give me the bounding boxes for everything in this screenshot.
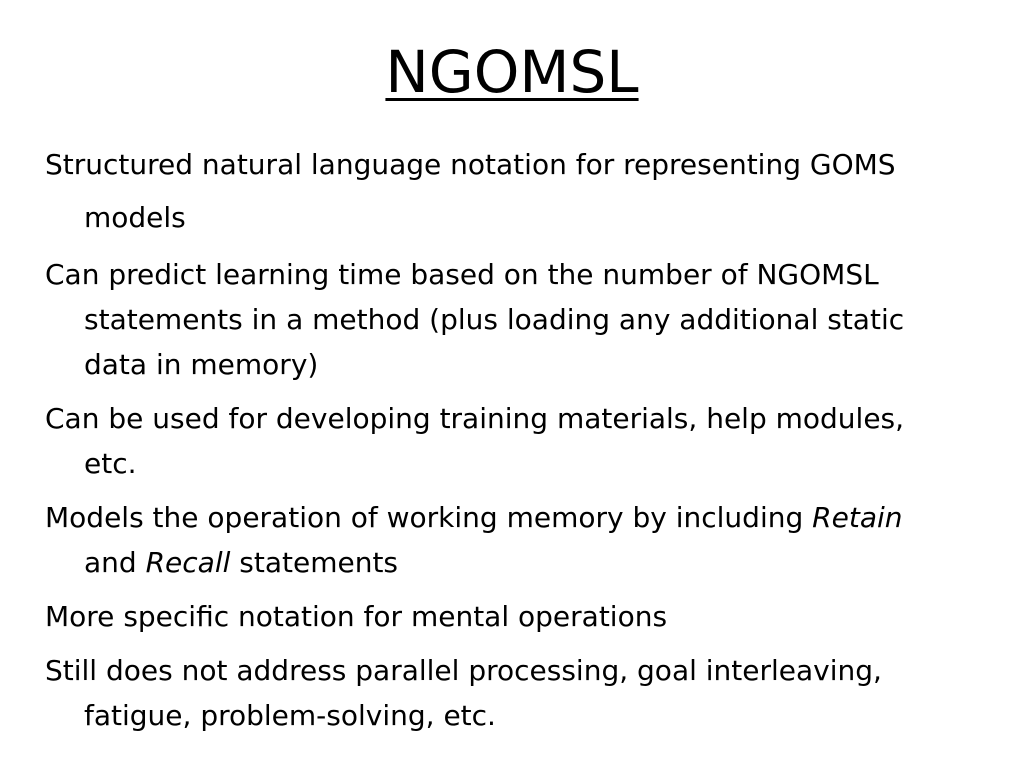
bullet-item: Still does not address parallel processing, goal interleaving, fatigue, problem-solving, etc.: [45, 654, 882, 732]
bullet-emphasis-recall: Recall: [145, 546, 231, 579]
slide-title: NGOMSL: [385, 38, 639, 106]
bullet-item: [45, 495, 945, 585]
bullet-item: More specific notation for mental operations: [45, 600, 668, 633]
bullet-item: Can predict learning time based on the number of NGOMSL statements in a method (plus loading any additional static data in memory): [45, 258, 905, 381]
bullet-item: Can be used for developing training materials, help modules, etc.: [45, 402, 905, 480]
bullet-emphasis-retain: Retain: [812, 501, 903, 534]
bullet-text: and: [84, 546, 146, 579]
bullet-list: [45, 138, 945, 747]
bullet-item: Structured natural language notation for representing GOMS models: [45, 148, 896, 234]
bullet-text: Models the operation of working memory by including: [45, 501, 813, 534]
bullet-text: statements: [230, 546, 399, 579]
